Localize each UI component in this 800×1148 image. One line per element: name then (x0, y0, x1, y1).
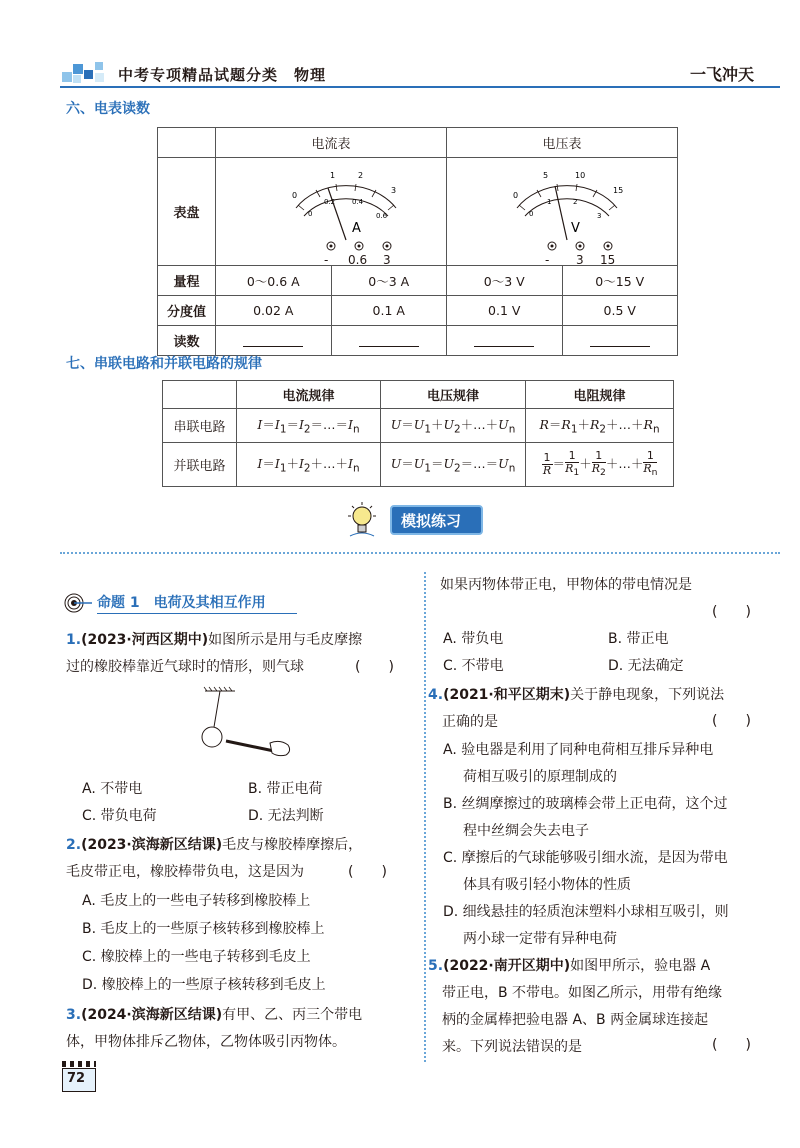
q1-option-b[interactable]: B. 带正电荷 (248, 781, 323, 797)
voltage-law-header: 电压规律 (381, 381, 526, 409)
q5-text-4: 来。下列说法错误的是 (442, 1039, 582, 1055)
q3-option-c[interactable]: C. 不带电 (443, 658, 504, 674)
target-icon (64, 592, 94, 618)
q4-option-b[interactable]: B. 丝绸摩擦过的玻璃棒会带上正电荷，这个过 程中丝绸会失去电子 (443, 796, 728, 839)
voltmeter-terminal-15: 15 (600, 253, 616, 267)
question-3 (66, 1002, 421, 1056)
q2-text-1: 毛皮与橡胶棒摩擦后， (222, 837, 363, 853)
q4-option-d[interactable]: D. 细线悬挂的轻质泡沫塑料小球相互吸引，则 两小球一定带有异种电荷 (443, 904, 729, 947)
meter-table (157, 127, 678, 356)
voltmeter-range-small: 0～3 V (447, 266, 563, 296)
voltmeter-dial (447, 158, 678, 266)
practice-title: 模拟练习 (401, 512, 462, 530)
page-number: 72 (67, 1071, 86, 1086)
reading-blank[interactable] (562, 326, 678, 356)
q2-source: (2023·滨海新区结课) (81, 837, 223, 853)
parallel-current-formula: $I=I_1+I_2+\dots+I_n$ (237, 443, 381, 487)
voltmeter-scale-outer-2: 10 (575, 171, 586, 180)
circuit-law-table (162, 380, 674, 487)
q5-number: 5. (428, 958, 444, 974)
q1-number: 1. (66, 632, 82, 648)
ammeter-scale-inner-2: 0.4 (352, 198, 364, 206)
voltmeter-division-small: 0.1 V (447, 296, 563, 326)
q5-text-1: 如图甲所示，验电器 A (570, 958, 711, 974)
q3-option-a[interactable]: A. 带负电 (443, 631, 504, 647)
ammeter-terminal-3: 3 (383, 253, 391, 267)
ammeter-range-large: 0～3 A (331, 266, 447, 296)
q1-option-d[interactable]: D. 无法判断 (248, 808, 324, 824)
voltmeter-scale-outer-3: 15 (613, 186, 624, 195)
q3-text-3: 如果丙物体带正电，甲物体的带电情况是 (440, 577, 692, 593)
q3-text-2: 体，甲物体排斥乙物体，乙物体吸引丙物体。 (66, 1034, 346, 1050)
row-label-dial: 表盘 (158, 158, 216, 266)
q2-option-c[interactable]: C. 橡胶棒上的一些电子转移到毛皮上 (82, 949, 311, 965)
q3-option-d[interactable]: D. 无法确定 (608, 658, 684, 674)
voltmeter-range-large: 0～15 V (562, 266, 678, 296)
voltmeter-dial-svg (447, 158, 677, 262)
voltmeter-scale-inner-2: 2 (573, 198, 578, 206)
q3-number: 3. (66, 1007, 82, 1023)
q4-text-1: 关于静电现象，下列说法 (570, 687, 725, 703)
q1-source: (2023·河西区期中) (81, 632, 209, 648)
ammeter-scale-inner-0: 0 (308, 210, 313, 218)
series-current-formula: $I=I_1=I_2=\dots=I_n$ (237, 409, 381, 443)
ammeter-letter: A (352, 221, 361, 236)
ammeter-header: 电流表 (216, 128, 447, 158)
voltmeter-header: 电压表 (447, 128, 678, 158)
ammeter-dial-svg (216, 158, 446, 262)
ammeter-scale-outer-3: 3 (391, 186, 397, 195)
q2-text-2: 毛皮带正电，橡胶棒带负电，这是因为 (66, 864, 304, 880)
parallel-voltage-formula: $U=U_1=U_2=\dots=U_n$ (381, 443, 526, 487)
resistance-law-header: 电阻规律 (526, 381, 674, 409)
q2-option-b[interactable]: B. 毛皮上的一些原子核转移到橡胶棒上 (82, 921, 325, 937)
header-rule (60, 86, 780, 88)
ammeter-range-small: 0～0.6 A (216, 266, 332, 296)
q3-option-b[interactable]: B. 带正电 (608, 631, 669, 647)
row-label-parallel: 并联电路 (163, 443, 237, 487)
row-label-range: 量程 (158, 266, 216, 296)
q1-option-c[interactable]: C. 带负电荷 (82, 808, 157, 824)
voltmeter-terminal-3: 3 (576, 253, 584, 267)
ammeter-dial (216, 158, 447, 266)
series-resistance-formula: $R=R_1+R_2+\dots+R_n$ (526, 409, 674, 443)
q2-answer-paren[interactable]: ( ) (348, 864, 387, 880)
voltmeter-scale-outer-1: 5 (543, 171, 549, 180)
q5-text-2: 带正电，B 不带电。如图乙所示，用带有绝缘 (442, 985, 723, 1001)
q1-answer-paren[interactable]: ( ) (355, 659, 394, 675)
row-label-series: 串联电路 (163, 409, 237, 443)
row-label-reading: 读数 (158, 326, 216, 356)
header-title: 中考专项精品试题分类 物理 (118, 66, 327, 84)
q4-option-c[interactable]: C. 摩擦后的气球能够吸引细水流，是因为带电 体具有吸引轻小物体的性质 (443, 850, 728, 893)
ammeter-terminal-neg: - (324, 253, 329, 267)
voltmeter-scale-inner-1: 1 (547, 198, 552, 206)
ammeter-division-small: 0.02 A (216, 296, 332, 326)
voltmeter-letter: V (571, 221, 580, 236)
ammeter-scale-outer-2: 2 (358, 171, 364, 180)
topic-1-title: 命题 1 电荷及其相互作用 (97, 595, 266, 611)
q5-answer-paren[interactable]: ( ) (712, 1037, 751, 1053)
series-voltage-formula: $U=U_1+U_2+\dots+U_n$ (381, 409, 526, 443)
ammeter-scale-outer-1: 1 (330, 171, 336, 180)
reading-blank[interactable] (331, 326, 447, 356)
topic-underline (97, 613, 297, 614)
section-6-title: 六、电表读数 (66, 101, 150, 117)
q4-text-2: 正确的是 (442, 714, 498, 730)
q1-text-2: 过的橡胶棒靠近气球时的情形，则气球 (66, 659, 304, 675)
q2-option-a[interactable]: A. 毛皮上的一些电子转移到橡胶棒上 (82, 893, 311, 909)
column-divider (424, 572, 426, 1062)
q1-option-a[interactable]: A. 不带电 (82, 781, 143, 797)
voltmeter-needle (555, 186, 567, 240)
balloon-figure (190, 685, 300, 769)
q4-number: 4. (428, 687, 444, 703)
current-law-header: 电流规律 (237, 381, 381, 409)
ammeter-division-large: 0.1 A (331, 296, 447, 326)
row-label-division: 分度值 (158, 296, 216, 326)
q3-answer-paren[interactable]: ( ) (712, 604, 751, 620)
voltmeter-scale-outer-0: 0 (513, 191, 519, 200)
section-7-title: 七、串联电路和并联电路的规律 (66, 356, 262, 372)
ammeter-scale-outer-0: 0 (292, 191, 298, 200)
ammeter-terminal-0.6: 0.6 (348, 253, 368, 267)
q5-text-3: 柄的金属棒把验电器 A、B 两金属球连接起 (442, 1012, 709, 1028)
voltmeter-scale-inner-0: 0 (529, 210, 534, 218)
page-flag-icon (62, 1061, 96, 1067)
q4-option-a[interactable]: A. 验电器是利用了同种电荷相互排斥异种电 荷相互吸引的原理制成的 (443, 742, 714, 785)
ammeter-scale-inner-1: 0.2 (324, 198, 336, 206)
ammeter-scale-inner-3: 0.6 (376, 212, 388, 220)
q4-answer-paren[interactable]: ( ) (712, 713, 751, 729)
reading-blank[interactable] (447, 326, 563, 356)
q1-text-1: 如图所示是用与毛皮摩擦 (208, 632, 363, 648)
q3-text-1: 有甲、乙、丙三个带电 (222, 1007, 363, 1023)
voltmeter-division-large: 0.5 V (562, 296, 678, 326)
q2-option-d[interactable]: D. 橡胶棒上的一些原子核转移到毛皮上 (82, 977, 326, 993)
lightbulb-icon (340, 500, 384, 544)
voltmeter-scale-inner-3: 3 (597, 212, 602, 220)
section-divider (60, 552, 780, 554)
q2-number: 2. (66, 837, 82, 853)
header-brand: 一飞冲天 (690, 65, 755, 84)
q4-source: (2021·和平区期末) (443, 687, 571, 703)
parallel-resistance-formula: $\frac{1}{R}$ ＝ $\frac{1}{R_1}$ ＋ $\frac{1}{R_2}$ ＋…＋ $\frac{1}{R_n}$ (526, 443, 674, 487)
q5-source: (2022·南开区期中) (443, 958, 571, 974)
ammeter-needle (328, 188, 346, 240)
q3-source: (2024·滨海新区结课) (81, 1007, 223, 1023)
voltmeter-terminal-neg: - (545, 253, 550, 267)
reading-blank[interactable] (216, 326, 332, 356)
header-logo-squares (62, 58, 112, 86)
